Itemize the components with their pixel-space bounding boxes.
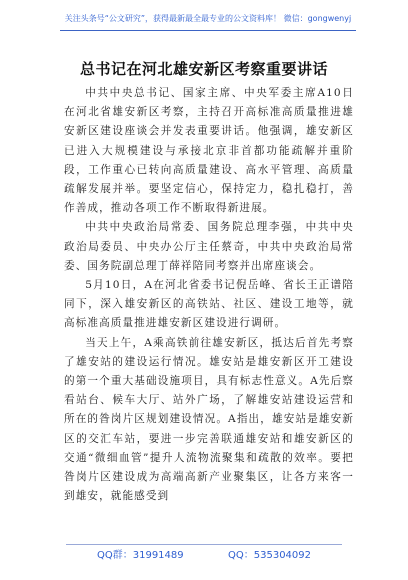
footer-divider [66,544,342,545]
document-body [64,84,354,506]
footer [0,546,408,561]
paragraph-4: 当天上午，A乘高铁前往雄安新区，抵达后首先考察了雄安站的建设运行情况。雄安站是雄安新区开工建设的第一个重大基础设施项目，具有标志性意义。A先后察看站台、候车大厅、站外广场，了解雄安站建设运营和所在的昝岗片区规划建设情况。A指出，雄安站是雄安新区的交汇车站，要进一步完善联通雄安站和雄安新区的交通“微细血管”提升人流物流聚集和疏散的效率。要把昝岗片区建设成为高端高新产业聚集区，让各方来客一到雄安，就能感受到 [64,336,354,503]
header-banner[interactable]: 关注头条号“公文研究”，获得最新最全最专业的公文资料库！ 微信：gongwenyj [60,12,356,31]
footer-qq: QQ：535304092 [228,550,312,561]
paragraph-3: 5月10日，A在河北省委书记倪岳峰、省长王正谱陪同下，深入雄安新区的高铁站、社区、建设工地等，就高标准高质量推进雄安新区建设进行调研。 [64,279,354,330]
paragraph-2: 中共中央政治局常委、国务院总理李强，中共中央政治局委员、中央办公厅主任蔡奇，中共中央政治局常委、国务院副总理丁薛祥陪同考察并出席座谈会。 [64,221,354,272]
footer-qq-group: QQ群：31991489 [96,550,184,561]
paragraph-1: 中共中央总书记、国家主席、中央军委主席A10日在河北省雄安新区考察，主持召开高标准高质量推进雄安新区建设座谈会并发表重要讲话。他强调，雄安新区已进入大规模建设与承接北京非首都功能疏解并重阶段，工作重心已转向高质量建设、高水平管理、高质量疏解发展并举。要坚定信心，保持定力，稳扎稳打，善作善成，推动各项工作不断取得新进展。 [64,87,354,215]
document-title: 总书记在河北雄安新区考察重要讲话 [79,60,328,78]
